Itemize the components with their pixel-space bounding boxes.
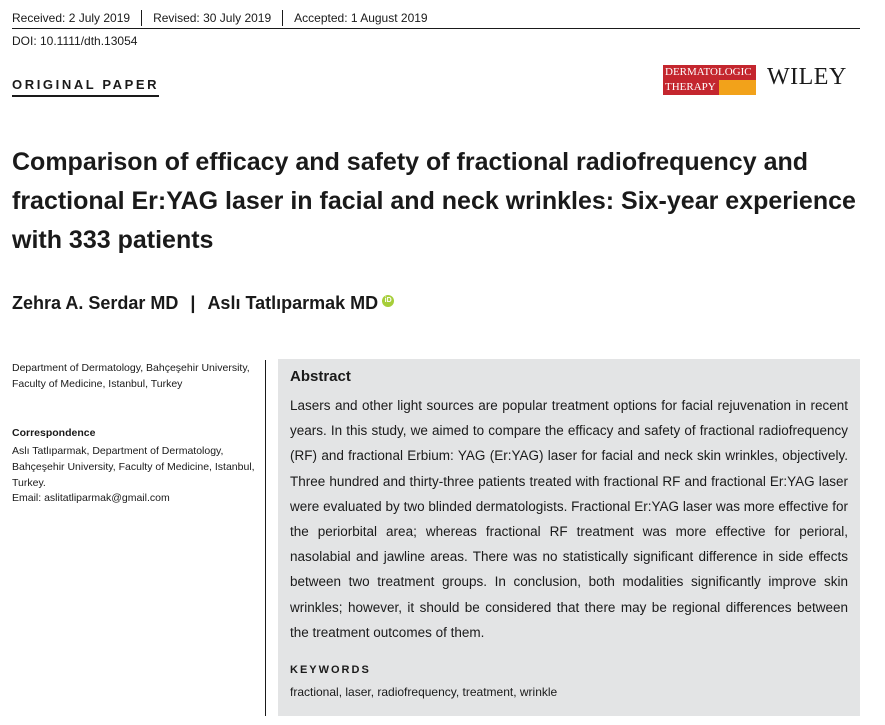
keywords-list: fractional, laser, radiofrequency, treatment, wrinkle bbox=[290, 685, 558, 699]
divider bbox=[141, 10, 142, 26]
author-list bbox=[12, 293, 394, 314]
correspondence-address: Aslı Tatlıparmak, Department of Dermatology, Bahçeşehir University, Faculty of Medicine, Istanbul, Turkey. bbox=[12, 445, 255, 489]
correspondence-email[interactable]: Email: aslitatliparmak@gmail.com bbox=[12, 492, 170, 504]
accepted-date: Accepted: 1 August 2019 bbox=[294, 11, 428, 25]
abstract-body: Lasers and other light sources are popular treatment options for facial rejuvenation in recent years. In this study, we aimed to compare the efficacy and safety of fractional radiofrequency (RF) and fractional Erbium: YAG (Er:YAG) laser for facial and neck skin wrinkles, objectively. Three hundred and thirty-three patients treated with fractional RF and fractional Er:YAG laser were evaluated by two blinded dermatologists. Fractional Er:YAG laser was more effective for the periorbital area; whereas fractional RF treatment was more effective for perioral, nasolabial and jawline areas. There was no statistically significant difference in side effects between two treatment groups. In conclusion, both modalities significantly improve skin wrinkles; however, it should be considered that there may be regional differences between the treatment outcomes of them. bbox=[290, 398, 848, 640]
divider bbox=[282, 10, 283, 26]
article-title: Comparison of efficacy and safety of fractional radiofrequency and fractional Er:YAG laser in facial and neck wrinkles: Six-year experience with 333 patients bbox=[12, 148, 856, 254]
journal-logo-accent bbox=[719, 80, 756, 95]
abstract-heading: Abstract bbox=[290, 368, 351, 385]
doi[interactable]: DOI: 10.1111/dth.13054 bbox=[12, 34, 138, 48]
keywords-heading: KEYWORDS bbox=[290, 664, 371, 676]
revised-date: Revised: 30 July 2019 bbox=[153, 11, 272, 25]
history-dates bbox=[12, 10, 428, 26]
column-divider bbox=[265, 360, 266, 716]
section-label: ORIGINAL PAPER bbox=[12, 77, 159, 97]
affiliation: Department of Dermatology, Bahçeşehir University, Faculty of Medicine, Istanbul, Turkey bbox=[12, 362, 250, 390]
author-separator: | bbox=[190, 293, 196, 313]
correspondence-heading: Correspondence bbox=[12, 427, 96, 439]
journal-logo-line1: DERMATOLOGIC bbox=[663, 65, 756, 80]
header-rule bbox=[12, 28, 860, 29]
journal-logo-line2: THERAPY bbox=[663, 80, 719, 95]
author-serdar[interactable]: Zehra A. Serdar MD bbox=[12, 293, 179, 313]
author-tatliparmak[interactable]: Aslı Tatlıparmak MD bbox=[207, 293, 379, 313]
journal-logo[interactable] bbox=[663, 65, 756, 95]
received-date: Received: 2 July 2019 bbox=[12, 11, 131, 25]
orcid-icon[interactable]: iD bbox=[382, 295, 394, 307]
publisher-logo[interactable]: WILEY bbox=[767, 64, 847, 90]
